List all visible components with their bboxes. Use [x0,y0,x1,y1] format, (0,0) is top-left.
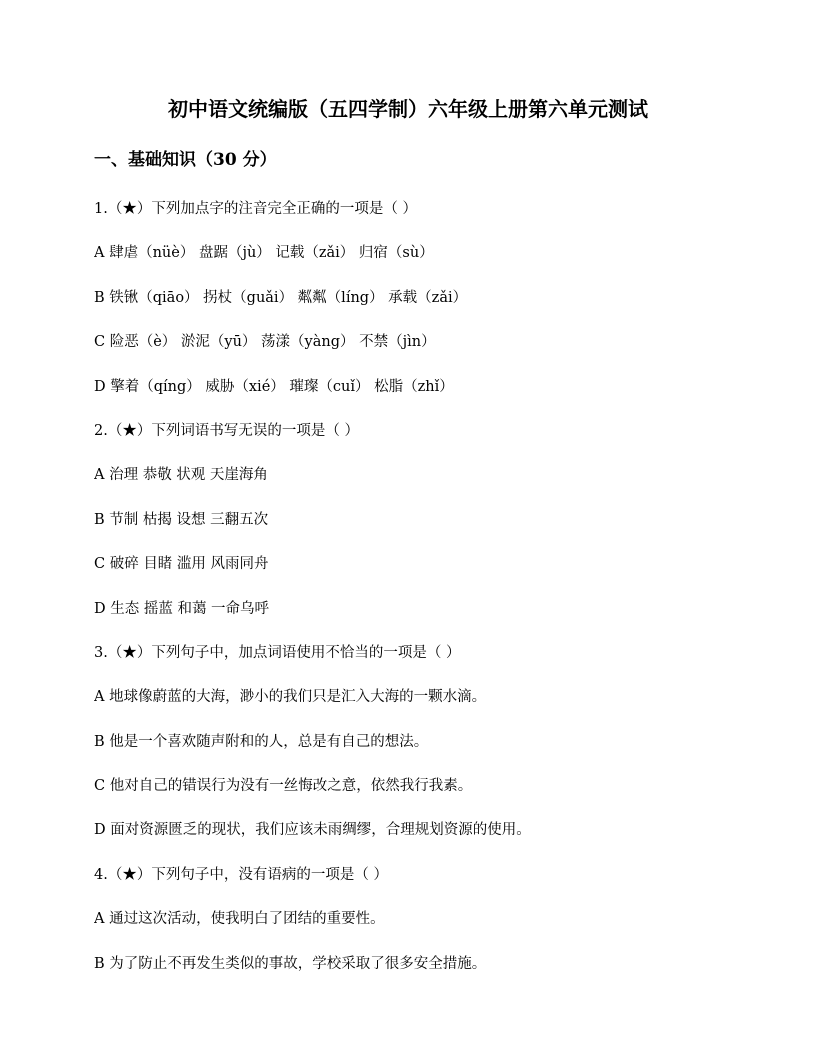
section-heading: 一、基础知识（30 分） [94,150,277,170]
document-title: 初中语文统编版（五四学制）六年级上册第六单元测试 [168,97,648,121]
question-2-option-b: B 节制 枯揭 设想 三翻五次 [94,511,269,528]
question-1-option-b: B 铁锹（qiāo） 拐杖（guǎi） 粼粼（líng） 承载（zǎi） [94,289,468,306]
question-3-option-d: D 面对资源匮乏的现状，我们应该未雨绸缪，合理规划资源的使用。 [94,822,531,839]
question-1-option-a: A 肆虐（nüè） 盘踞（jù） 记载（zǎi） 归宿（sù） [94,245,434,262]
question-3-option-c: C 他对自己的错误行为没有一丝悔改之意，依然我行我素。 [94,778,473,795]
question-3-option-b: B 他是一个喜欢随声附和的人，总是有自己的想法。 [94,733,429,750]
question-4-option-b: B 为了防止不再发生类似的事故，学校采取了很多安全措施。 [94,955,487,972]
question-2-stem: 2.（★）下列词语书写无误的一项是（ ） [94,422,359,439]
question-2-option-d: D 生态 摇蓝 和蔼 一命乌呼 [94,600,270,617]
question-4-stem: 4.（★）下列句子中，没有语病的一项是（ ） [94,866,388,883]
question-1-option-c: C 险恶（è） 淤泥（yū） 荡漾（yàng） 不禁（jìn） [94,334,436,351]
question-3-option-a: A 地球像蔚蓝的大海，渺小的我们只是汇入大海的一颗水滴。 [94,689,487,706]
question-3-stem: 3.（★）下列句子中，加点词语使用不恰当的一项是（ ） [94,644,461,661]
question-1-option-d: D 擎着（qíng） 威胁（xié） 璀璨（cuǐ） 松脂（zhǐ） [94,378,454,395]
question-2-option-a: A 治理 恭敬 状观 天崖海角 [94,467,268,484]
question-2-option-c: C 破碎 目睹 滥用 风雨同舟 [94,556,269,573]
question-4-option-a: A 通过这次活动，使我明白了团结的重要性。 [94,911,385,928]
question-list [94,196,734,995]
question-1-stem: 1.（★）下列加点字的注音完全正确的一项是（ ） [94,201,417,217]
